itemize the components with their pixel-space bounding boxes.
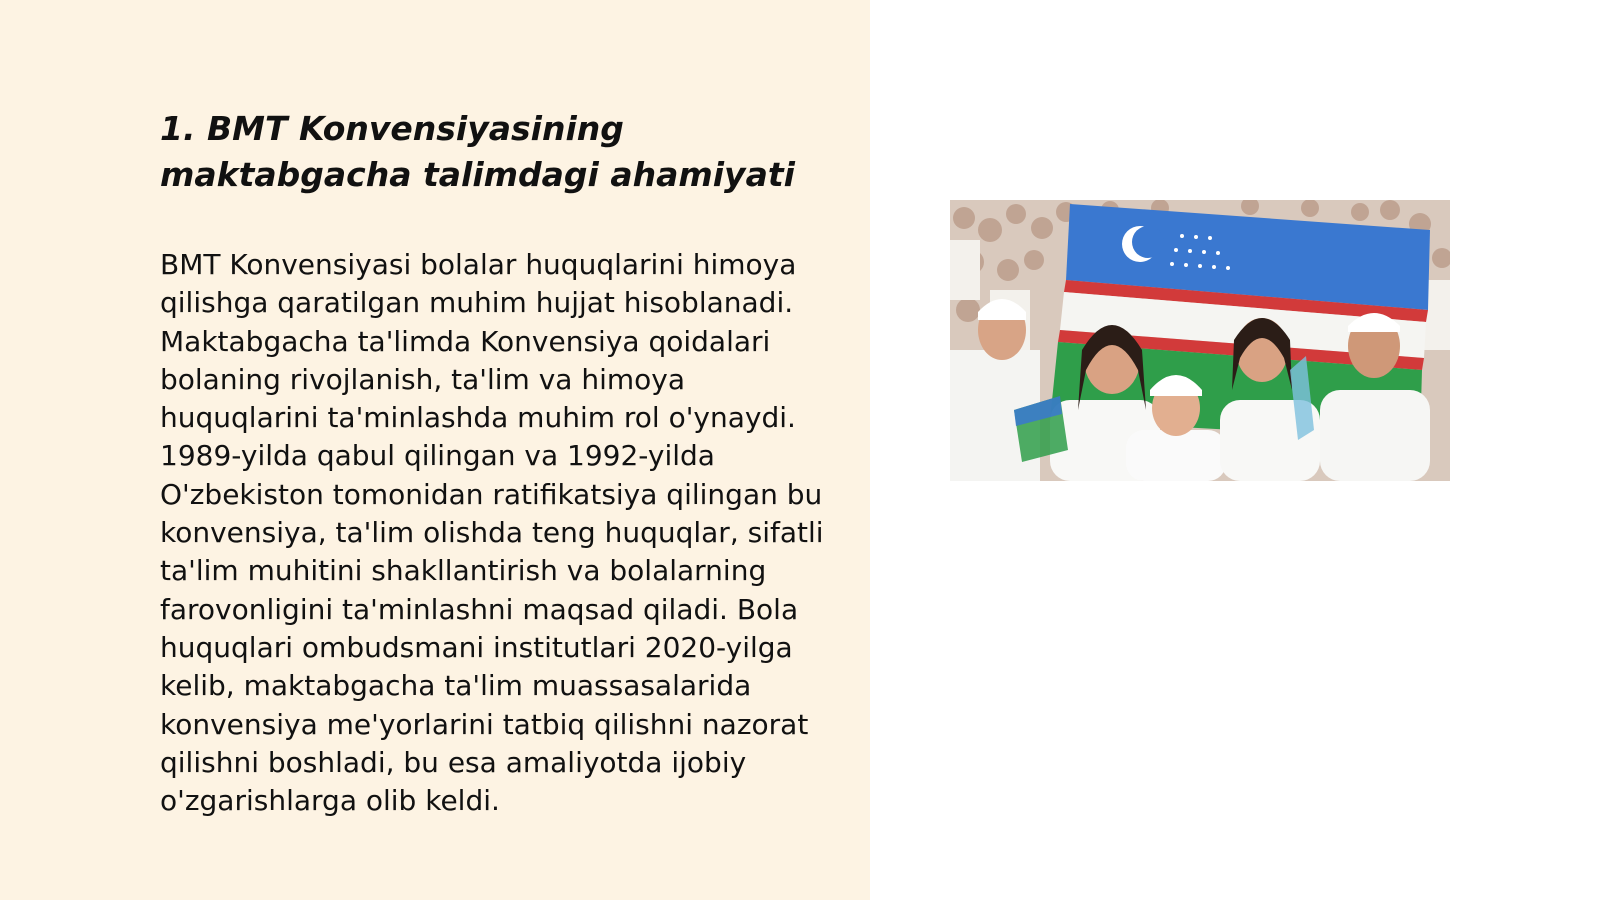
children-with-flag-photo [950,200,1450,481]
slide-title [160,106,840,198]
slide-body-paragraph: BMT Konvensiyasi bolalar huquqlarini himoya qilishga qaratilgan muhim hujjat hisoblanadi. Maktabgacha ta'limda Konvensiya qoidalari bolaning rivojlanish, ta'lim va himoya huquqlarini ta'minlashda muhim rol o'ynaydi. 1989-yilda qabul qilingan va 1992-yilda O'zbekiston tomonidan ratifikatsiya qilingan bu konvensiya, ta'lim olishda teng huquqlar, sifatli ta'lim muhitini shakllantirish va bolalarning farovonligini ta'minlashni maqsad qiladi. Bola huquqlari ombudsmani institutlari 2020-yilga kelib, maktabgacha ta'lim muassasalarida konvensiya me'yorlarini tatbiq qilishni nazorat qilishni boshladi, bu esa amaliyotda ijobiy o'zgarishlarga olib keldi. [160,248,824,818]
slide-title-line-1: 1. BMT Konvensiyasining [160,109,624,148]
slide-title-line-2: maktabgacha talimdagi ahamiyati [160,155,795,194]
